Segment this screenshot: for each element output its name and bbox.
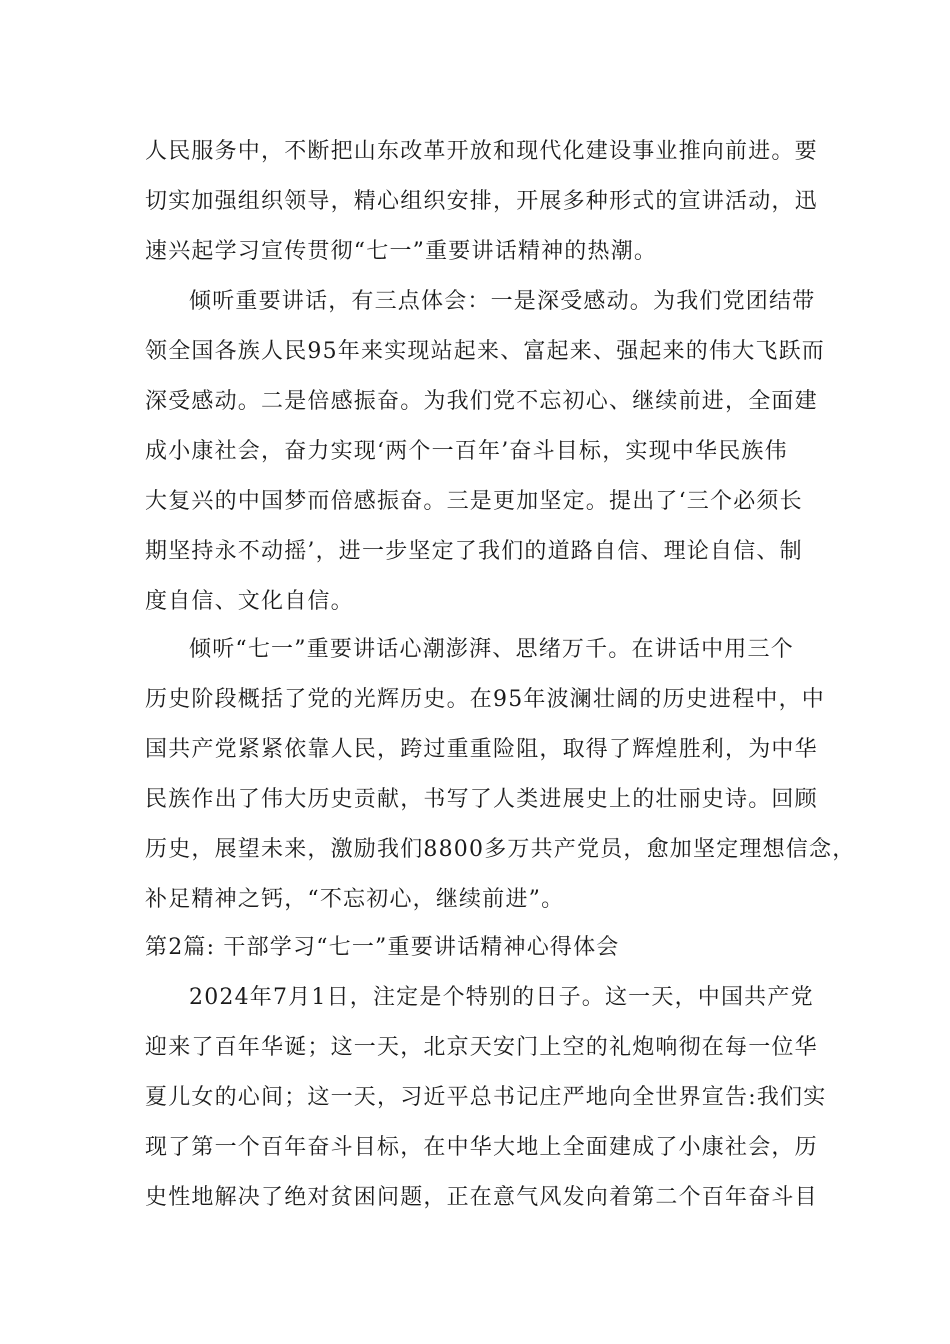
text-line: 史性地解决了绝对贫困问题，正在意气风发向着第二个百年奋斗目 <box>145 1185 818 1210</box>
text-line: 领全国各族人民95年来实现站起来、富起来、强起来的伟大飞跃而 <box>145 339 825 364</box>
text-line: 历史阶段概括了党的光辉历史。在95年波澜壮阔的历史进程中，中 <box>145 687 825 712</box>
text-line: 国共产党紧紧依靠人民，跨过重重险阻，取得了辉煌胜利，为中华 <box>145 737 818 762</box>
text-line: 期坚持永不动摇’，进一步坚定了我们的道路自信、理论自信、制 <box>145 539 803 564</box>
text-line: 现了第一个百年奋斗目标，在中华大地上全面建成了小康社会，历 <box>145 1135 818 1160</box>
text-line: 切实加强组织领导，精心组织安排，开展多种形式的宣讲活动，迅 <box>145 189 818 214</box>
text-line: 民族作出了伟大历史贡献，书写了人类进展史上的壮丽史诗。回顾 <box>145 787 818 812</box>
text-line: 人民服务中，不断把山东改革开放和现代化建设事业推向前进。要 <box>145 139 818 164</box>
text-line: 补足精神之钙，“不忘初心，继续前进”。 <box>145 887 565 912</box>
text-line: 成小康社会，奋力实现‘两个一百年’奋斗目标，实现中华民族伟 <box>145 439 788 464</box>
text-line: 历史，展望未来，激励我们8800多万共产党员，愈加坚定理想信念， <box>145 837 856 862</box>
text-line: 深受感动。二是倍感振奋。为我们党不忘初心、继续前进，全面建 <box>145 389 818 414</box>
paragraph-first-line: 倾听“七一”重要讲话心潮澎湃、思绪万千。在讲话中用三个 <box>189 637 794 662</box>
text-line: 速兴起学习宣传贯彻“七一”重要讲话精神的热潮。 <box>145 239 658 264</box>
text-line: 迎来了百年华诞；这一天，北京天安门上空的礼炮响彻在每一位华 <box>145 1035 818 1060</box>
text-line: 大复兴的中国梦而倍感振奋。三是更加坚定。提出了‘三个必须长 <box>145 489 803 514</box>
paragraph-first-line: 倾听重要讲话，有三点体会：一是深受感动。为我们党团结带 <box>189 289 816 314</box>
text-line: 度自信、文化自信。 <box>145 589 354 614</box>
section-heading: 第2篇: 干部学习“七一”重要讲话精神心得体会 <box>145 935 620 960</box>
paragraph-first-line: 2024年7月1日，注定是个特别的日子。这一天，中国共产党 <box>189 985 814 1010</box>
text-line: 夏儿女的心间；这一天，习近平总书记庄严地向全世界宣告:我们实 <box>145 1085 827 1110</box>
